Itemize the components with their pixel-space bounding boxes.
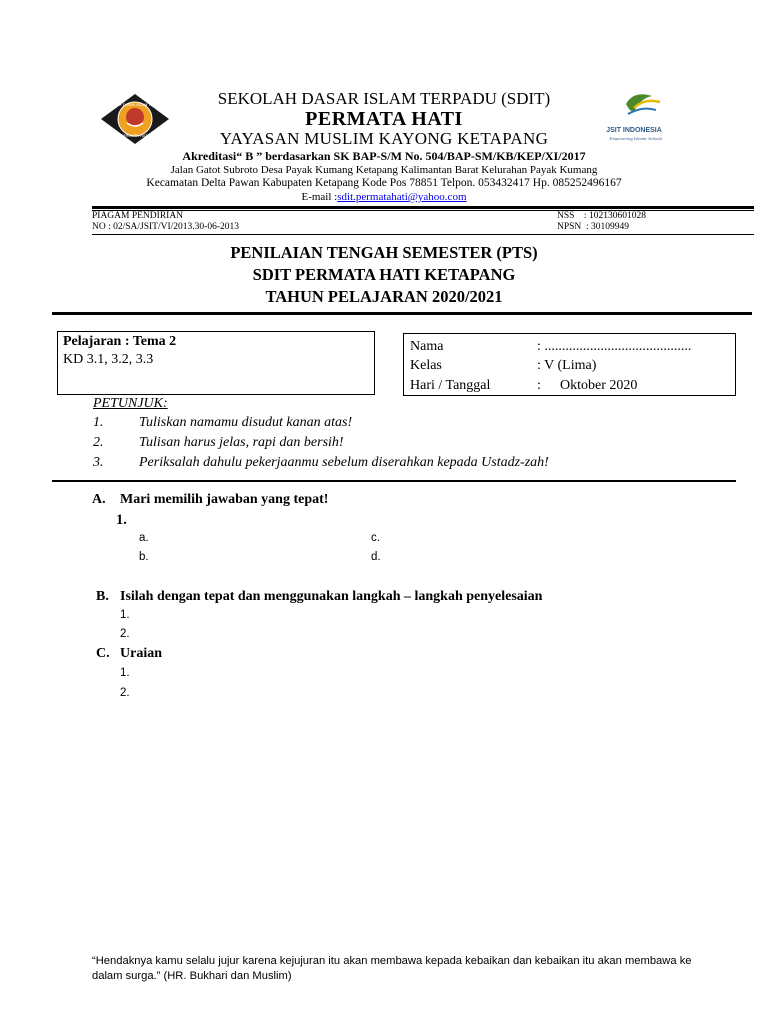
hari-colon: : — [537, 378, 541, 393]
email-link[interactable]: sdit.permatahati@yahoo.com — [337, 191, 467, 203]
logo-text: SEKOLAH DASAR ISLAM TERPADU — [104, 103, 166, 107]
option-b[interactable]: b. — [139, 551, 149, 563]
kelas-label: Kelas — [410, 358, 442, 373]
logo-name: PERMATA HATI — [121, 133, 149, 138]
section-a-letter: A. — [92, 492, 106, 507]
foundation-name: YAYASAN MUSLIM KAYONG KETAPANG — [219, 129, 549, 148]
school-type: SEKOLAH DASAR ISLAM TERPADU (SDIT) — [217, 89, 551, 108]
jsit-tagline: Empowering Islamic Schools — [609, 136, 663, 141]
header-divider — [92, 206, 754, 209]
piagam-label: PIAGAM PENDIRIAN — [92, 211, 184, 221]
petunjuk-item-2: Tulisan harus jelas, rapi dan bersih! — [139, 435, 344, 450]
exam-school: SDIT PERMATA HATI KETAPANG — [252, 265, 516, 284]
npsn: NPSN : 30109949 — [557, 222, 630, 232]
section-c-item-1: 1. — [120, 667, 130, 679]
nss: NSS : 102130601028 — [557, 211, 646, 221]
option-d[interactable]: d. — [371, 551, 381, 563]
petunjuk-item-3: Periksalah dahulu pekerjaanmu sebelum diserahkan kepada Ustadz-zah! — [139, 455, 549, 470]
meta-divider — [92, 234, 754, 235]
piagam-number: NO : 02/SA/JSIT/VI/2013.30-06-2013 — [92, 222, 239, 232]
section-b-title: Isilah dengan tepat dan menggunakan langkah – langkah penyelesaian — [120, 589, 543, 604]
petunjuk-num-1: 1. — [93, 415, 104, 430]
exam-title: PENILAIAN TENGAH SEMESTER (PTS) — [230, 243, 538, 262]
section-c-letter: C. — [96, 646, 110, 661]
petunjuk-num-3: 3. — [93, 455, 104, 470]
subject-box — [57, 331, 375, 395]
exam-year: TAHUN PELAJARAN 2020/2021 — [265, 287, 503, 306]
section-b-item-1: 1. — [120, 609, 130, 621]
title-divider — [52, 312, 752, 315]
student-info-box — [403, 333, 736, 396]
option-a[interactable]: a. — [139, 532, 149, 544]
section-c-title: Uraian — [120, 646, 162, 661]
section-c-item-2: 2. — [120, 687, 130, 699]
option-c[interactable]: c. — [371, 532, 380, 544]
header-divider-thin — [92, 210, 754, 211]
kd-label: KD 3.1, 3.2, 3.3 — [63, 352, 154, 367]
email-label: E-mail : — [301, 191, 338, 203]
accreditation: Akreditasi“ B ” berdasarkan SK BAP-S/M No. 504/BAP-SM/KB/KEP/XI/2017 — [182, 149, 586, 163]
school-name: PERMATA HATI — [305, 108, 463, 130]
petunjuk-num-2: 2. — [93, 435, 104, 450]
question-1-number: 1. — [116, 512, 127, 528]
hari-label: Hari / Tanggal — [410, 378, 491, 393]
kelas-value: : V (Lima) — [537, 358, 597, 373]
nama-field[interactable]: : .......................................... — [537, 339, 692, 354]
petunjuk-heading: PETUNJUK: — [93, 396, 168, 411]
section-a-title: Mari memilih jawaban yang tepat! — [120, 492, 329, 507]
section-b-letter: B. — [96, 589, 109, 604]
footer-quote: “Hendaknya kamu selalu jujur karena kejujuran itu akan membawa kepada kebaikan dan kebaikan itu akan membawa ke dalam surga.” (HR. Bukhari dan Muslim) — [92, 955, 692, 982]
email-line — [0, 191, 768, 203]
address-line1: Jalan Gatot Subroto Desa Payak Kumang Ketapang Kalimantan Barat Kelurahan Payak Kumang — [170, 164, 598, 176]
jsit-title: JSIT INDONESIA — [606, 127, 662, 134]
subject-label: Pelajaran : Tema 2 — [63, 334, 177, 349]
hari-value[interactable]: Oktober 2020 — [560, 378, 638, 393]
address-line2: Kecamatan Delta Pawan Kabupaten Ketapang Kode Pos 78851 Telpon. 053432417 Hp. 085252496167 — [146, 177, 622, 189]
nama-label: Nama — [410, 339, 444, 354]
petunjuk-item-1: Tuliskan namamu disudut kanan atas! — [139, 415, 353, 430]
section-divider — [52, 480, 736, 482]
section-b-item-2: 2. — [120, 628, 130, 640]
